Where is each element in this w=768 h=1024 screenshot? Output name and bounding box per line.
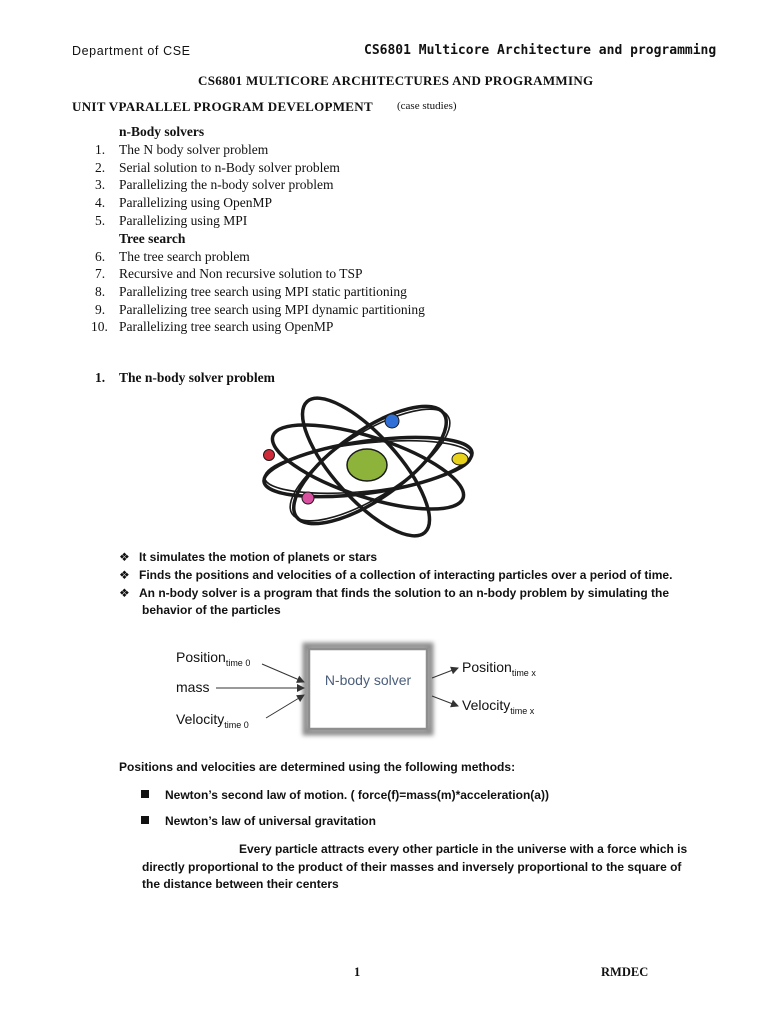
methods-intro: Positions and velocities are determined using the following methods: [119, 760, 516, 774]
toc-item: 1. The N body solver problem [95, 142, 269, 157]
input-position-label: Position$_{time 0}$ [176, 649, 251, 668]
unit-subtitle: (case studies) [397, 100, 457, 112]
toc-item: 7. Recursive and Non recursive solution to TSP [95, 266, 363, 281]
arrow-position-out [432, 668, 458, 678]
output-velocity-label: Velocity$_{time x}$ [462, 697, 535, 716]
diamond-bullet-icon: ❖ [119, 568, 130, 582]
bullet-continuation: behavior of the particles [142, 603, 281, 617]
solver-box [309, 649, 427, 729]
toc-item: 3. Parallelizing the n-body solver problem [95, 177, 334, 192]
gravitation-text-line: directly proportional to the product of their masses and inversely proportional to the square of [142, 860, 682, 874]
electron-red-icon [264, 450, 275, 461]
toc-item: 5. Parallelizing using MPI [95, 213, 248, 228]
gravitation-text-line: Every particle attracts every other particle in the universe with a force which is [239, 842, 688, 856]
solver-box-label: N-body solver [324, 672, 412, 688]
nbody-solver-diagram [170, 638, 580, 742]
toc-item: 8. Parallelizing tree search using MPI static partitioning [95, 284, 407, 299]
output-position-label: Position$_{time x}$ [462, 659, 536, 678]
atom-illustration [250, 385, 490, 545]
toc-heading-nbody: n-Body solvers [119, 124, 205, 139]
bullet-item: ❖ Finds the positions and velocities of a collection of interacting particles over a period of time. [119, 568, 673, 582]
document-title: CS6801 MULTICORE ARCHITECTURES AND PROGRAMMING [198, 73, 594, 88]
arrow-velocity-out [432, 696, 458, 706]
unit-title: UNIT VPARALLEL PROGRAM DEVELOPMENT [72, 99, 373, 114]
section-heading: 1. The n-body solver problem [95, 370, 275, 385]
method-item: Newton’s second law of motion. ( force(f)=mass(m)*acceleration(a)) [141, 788, 549, 802]
nucleus-icon [347, 449, 387, 481]
gravitation-text-line: the distance between their centers [142, 877, 339, 891]
header-department: Department of CSE [72, 44, 191, 58]
page-number: 1 [354, 965, 361, 979]
toc-item: 2. Serial solution to n-Body solver problem [95, 160, 340, 175]
electron-yellow-icon [452, 453, 468, 465]
toc-heading-tree-search: Tree search [119, 231, 186, 246]
input-mass-label: mass [176, 679, 210, 695]
arrow-position-in [262, 664, 304, 682]
electron-pink-icon [302, 492, 314, 504]
toc-item: 9. Parallelizing tree search using MPI dynamic partitioning [95, 302, 425, 317]
diamond-bullet-icon: ❖ [119, 586, 130, 600]
toc-item: 10. Parallelizing tree search using OpenMP [91, 319, 334, 334]
toc-item: 6. The tree search problem [95, 249, 250, 264]
method-item: Newton’s law of universal gravitation [141, 814, 376, 828]
header-course: CS6801 Multicore Architecture and programming [364, 43, 717, 58]
square-bullet-icon [141, 816, 149, 824]
square-bullet-icon [141, 790, 149, 798]
electron-blue-icon [385, 414, 399, 428]
bullet-item: ❖ An n-body solver is a program that finds the solution to an n-body problem by simulating the [119, 586, 670, 600]
arrow-velocity-in [266, 695, 304, 718]
footer-institution: RMDEC [601, 965, 649, 979]
input-velocity-label: Velocity$_{time 0}$ [176, 711, 249, 730]
toc-item: 4. Parallelizing using OpenMP [95, 195, 272, 210]
bullet-item: ❖ It simulates the motion of planets or stars [119, 550, 378, 564]
diamond-bullet-icon: ❖ [119, 550, 130, 564]
